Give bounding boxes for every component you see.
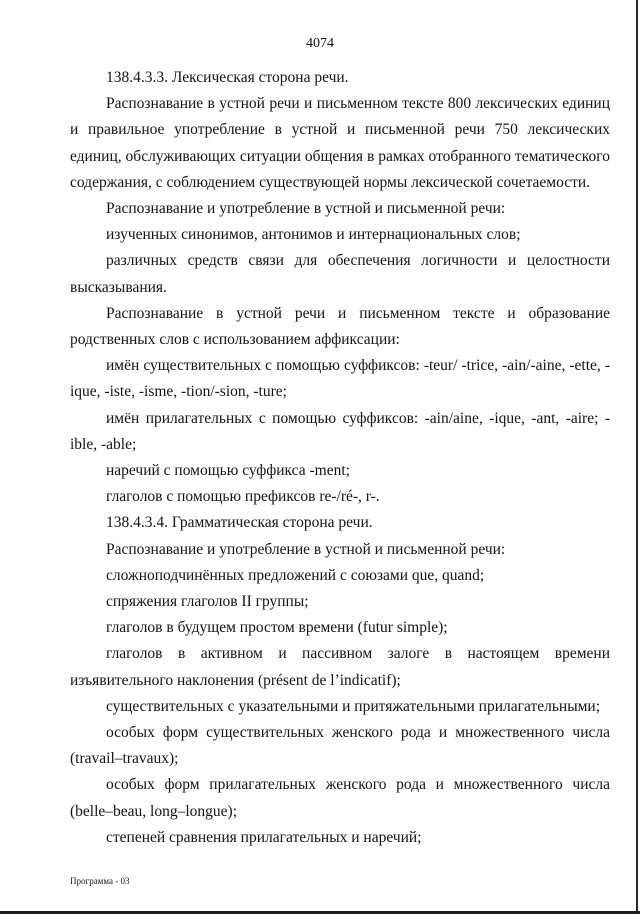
list-item: особых форм прилагательных женского рода и множественного числа (belle–beau, long–longue); bbox=[70, 776, 610, 820]
list-item: особых форм существительных женского рода и множественного числа (travail–travaux); bbox=[70, 724, 610, 768]
section-heading-grammar: 138.4.3.4. Грамматическая сторона речи. bbox=[106, 514, 373, 532]
list-item: глаголов в будущем простом времени (futur simple); bbox=[106, 619, 448, 637]
paragraph: Распознавание в устной речи и письменном тексте 800 лексических единиц и правильное употребление в устной и письменной речи 750 лексических единиц, обслуживающих ситуации общения в рамках отобранного тематического содержания, с соблюдением существующей нормы лексической сочетаемости. bbox=[70, 95, 610, 191]
list-item: существительных с указательными и притяжательными прилагательными; bbox=[106, 697, 601, 715]
paragraph: Распознавание и употребление в устной и письменной речи: bbox=[106, 540, 506, 558]
paragraph: Распознавание в устной речи и письменном тексте и образование родственных слов с использованием аффиксации: bbox=[70, 304, 610, 349]
footer-label: Программа - 03 bbox=[70, 876, 130, 886]
list-item: изученных синонимов, антонимов и интернациональных слов; bbox=[106, 226, 521, 244]
list-item: глаголов с помощью префиксов re-/ré-, r-. bbox=[106, 488, 380, 506]
list-item: имён прилагательных с помощью суффиксов: -ain/aine, -ique, -ant, -aire; -ible, -able; bbox=[70, 409, 610, 453]
section-heading-lexical: 138.4.3.3. Лексическая сторона речи. bbox=[106, 69, 349, 86]
list-item: различных средств связи для обеспечения логичности и целостности высказывания. bbox=[70, 252, 610, 296]
list-item: сложноподчинённых предложений с союзами que, quand; bbox=[106, 566, 485, 584]
body-text bbox=[70, 65, 610, 851]
list-item: спряжения глаголов II группы; bbox=[106, 593, 309, 611]
paragraph: Распознавание и употребление в устной и письменной речи: bbox=[106, 200, 506, 218]
scan-edge-right bbox=[636, 0, 638, 914]
page-number: 4074 bbox=[306, 36, 334, 51]
list-item: наречий с помощью суффикса -ment; bbox=[106, 462, 350, 480]
list-item: имён существительных с помощью суффиксов: -teur/ -trice, -ain/-aine, -ette, -ique, -iste, -isme, -tion/-sion, -ture; bbox=[70, 357, 610, 401]
list-item: степеней сравнения прилагательных и наречий; bbox=[106, 828, 422, 846]
list-item: глаголов в активном и пассивном залоге в настоящем времени изъявительного наклонения (présent de l’indicatif); bbox=[70, 645, 610, 689]
